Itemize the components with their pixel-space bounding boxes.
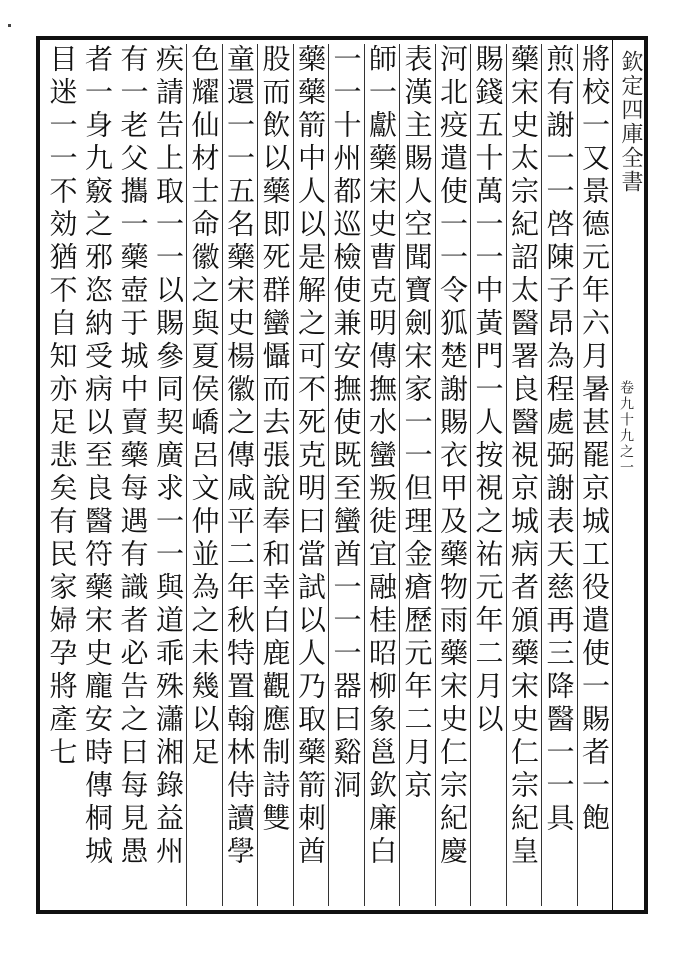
column-rule: [577, 44, 578, 906]
text-column: 童還一一五名藥宋史楊徽之傳咸平二年秋特置翰林侍讀學: [223, 44, 256, 869]
header-strip: [612, 40, 645, 910]
column-rule: [257, 44, 258, 906]
column-rule: [435, 44, 436, 906]
text-column: 股而飲以藥即死群蠻懾而去張說奉和幸白鹿觀應制詩雙: [258, 44, 292, 836]
column-rule: [222, 44, 223, 906]
text-column: 藥藥箭中人以是解之可不死克明曰當試以人乃取藥箭刺酋: [294, 44, 327, 869]
text-column: 煎有謝一一啓陳子昂為程處弼謝表天慈再三降醫一一具: [542, 44, 576, 836]
column-rule: [364, 44, 365, 906]
column-rule: [470, 44, 471, 906]
text-column: 表漢主賜人空聞寶劍宋家一一但理金瘡歷元年二月京: [400, 44, 434, 803]
book-title: 欽定四庫全書: [618, 50, 643, 194]
column-rule: [328, 44, 329, 906]
column-rule: [399, 44, 400, 906]
text-column: 藥宋史太宗紀詔太醫署良醫視京城病者頒藥宋史仁宗紀皇: [507, 44, 540, 869]
corner-dot: [8, 24, 11, 27]
column-rule: [293, 44, 294, 906]
text-column: 疾請告上取一一以賜參同契廣求一一與道乖殊瀟湘錄益州: [152, 44, 185, 869]
text-column: 色耀仙材士命徽之與夏侯嶠呂文仲並為之未幾以足: [187, 44, 221, 770]
text-column: 師一獻藥宋史曹克明傳撫水蠻叛徙宜融桂昭柳象邕欽廉白: [365, 44, 398, 869]
column-rule: [186, 44, 187, 906]
text-column: 賜錢五十萬一一中黃門一人按視之祐元年二月以: [471, 44, 505, 737]
column-rule: [506, 44, 507, 906]
text-column: 一一十州都巡檢使兼安撫使既至蠻酋一一一器曰谿洞: [329, 44, 363, 803]
column-rule: [541, 44, 542, 906]
text-column: 河北疫遣使一一令狐楚謝賜衣甲及藥物雨藥宋史仁宗紀慶: [436, 44, 469, 869]
text-column: 將校一又景德元年六月暑甚罷京城工役遣使一賜者一飽: [578, 44, 611, 836]
volume-label: 卷九十九之一: [618, 380, 634, 476]
text-body: [44, 44, 612, 906]
text-column: 者一身九竅之邪恣納受病以至良醫符藥宋史龐安時傳桐城: [81, 44, 114, 869]
text-column: 目迷一一不効猶不自知亦足悲矣有民家婦孕將產七: [45, 44, 79, 770]
text-column: 有一老父攜一藥壺于城中賣藥每遇有識者必告之曰每見愚: [116, 44, 150, 869]
